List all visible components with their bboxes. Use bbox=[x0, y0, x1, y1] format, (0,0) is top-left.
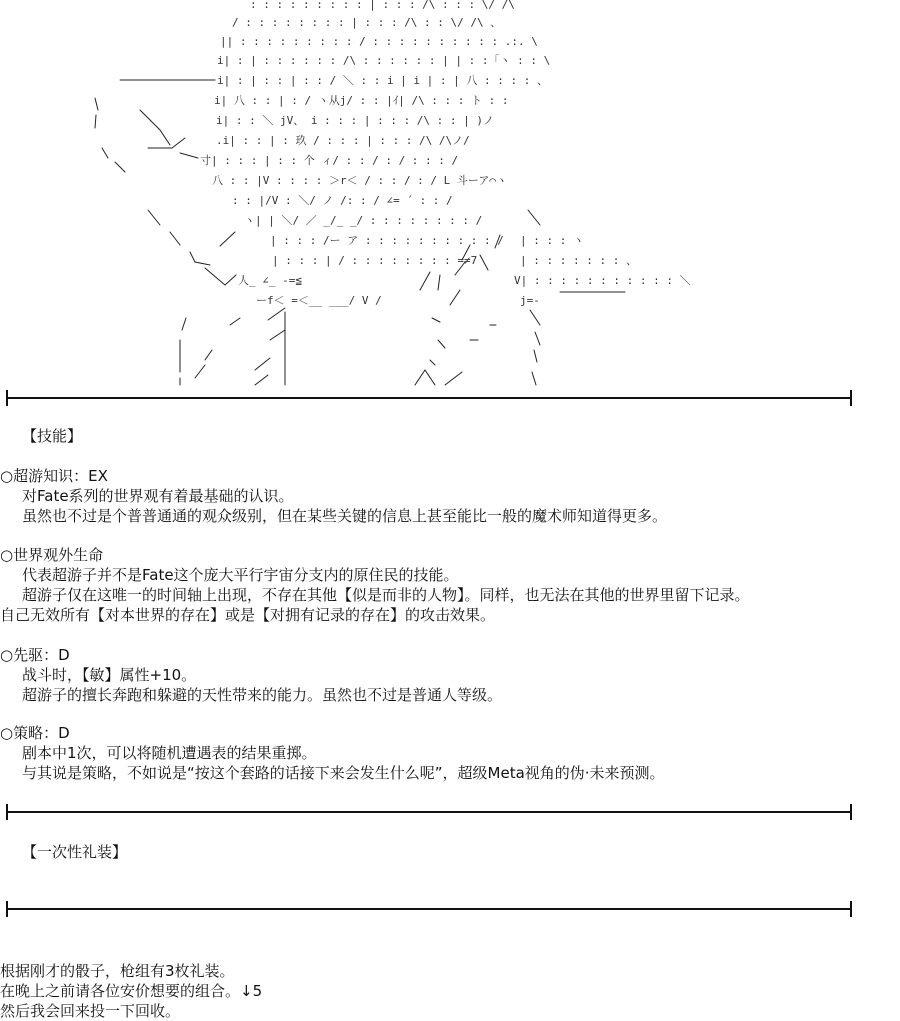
svg-text:|| : : : : : : : : : / : : : :: || : : : : : : : : : / : : : : : : : : : : .:. \ bbox=[220, 35, 538, 48]
svg-text:| : : : ヽ: | : : : ヽ bbox=[520, 234, 584, 247]
svg-text:| : : : | / : : : : : : : : =≠: | : : : | / : : : : : : : : =≠7 bbox=[272, 254, 478, 267]
svg-text:V| : : : : : : : : : : : ＼: V| : : : : : : : : : : : ＼ bbox=[514, 274, 691, 287]
skill-description: 剧本中1次，可以将随机遭遇表的结果重掷。 bbox=[22, 744, 317, 762]
skill-description: 战斗时，【敏】属性+10。 bbox=[22, 666, 197, 684]
svg-text:.i| : : | : 玖 / : : : | : : :: .i| : : | : 玖 / : : : | : : : /\ /\ノ/ bbox=[216, 134, 470, 147]
svg-text:i| : | : : : : : : /\ : : : :: i| : | : : : : : : /\ : : : : : : | | : :「ヽ : : \ bbox=[217, 54, 551, 67]
svg-text:: : |/V : ＼/ ノ /: : / ∠= ´ : :: : : |/V : ＼/ ノ /: : / ∠= ´ : : / bbox=[232, 194, 453, 207]
skill-description: 超游子的擅长奔跑和躲避的天性带来的能力。虽然也不过是普通人等级。 bbox=[22, 686, 503, 704]
skill-description: 虽然也不过是个普普通通的观众级别，但在某些关键的信息上甚至能比一般的魔术师知道得更多。 bbox=[22, 507, 668, 525]
skill-title: ○超游知识：EX bbox=[0, 467, 108, 485]
svg-text:j=-: j=- bbox=[520, 294, 540, 307]
separator-line bbox=[6, 397, 852, 399]
separator-line bbox=[6, 908, 852, 910]
skill-title: ○世界观外生命 bbox=[0, 546, 104, 564]
skill-description: 对Fate系列的世界观有着最基础的认识。 bbox=[22, 487, 294, 505]
skills-heading: 【技能】 bbox=[22, 427, 83, 445]
svg-text:/ : : : : : : : : | : : : /\ :: / : : : : : : : : | : : : /\ : : \/ /\ 、 bbox=[232, 16, 502, 29]
svg-text:人_ ∠_ -=≦: 人_ ∠_ -=≦ bbox=[238, 274, 302, 287]
skill-title: ○策略：D bbox=[0, 724, 70, 742]
svg-text:: : : : : : : : : | : : : /\ :: : : : : : : : : : | : : : /\ : : : \/ /\ bbox=[250, 0, 515, 11]
svg-text:i| : | : : | : : / ＼ : : i | i: i| : | : : | : : / ＼ : : i | i | : | 八 : : : : 、 bbox=[217, 74, 549, 87]
footer-text: 在晚上之前请各位安价想要的组合。↓5 bbox=[0, 982, 263, 1000]
skill-description: 自己无效所有【对本世界的存在】或是【对拥有记录的存在】的攻击效果。 bbox=[0, 606, 496, 624]
svg-text:| : : : : : : : 、: | : : : : : : : 、 bbox=[520, 254, 637, 267]
svg-text:i| : : ＼ jV、 i : : : | : : : /: i| : : ＼ jV、 i : : : | : : : /\ : : | )ノ bbox=[216, 114, 495, 127]
svg-text:| : : : /ー ア : : : : : : : : :: | : : : /ー ア : : : : : : : : : : / bbox=[270, 234, 504, 247]
svg-text:寸| : : : | : : 个 ィ/ : : / : /: 寸| : : : | : : 个 ィ/ : : / : / : : : / bbox=[200, 154, 459, 167]
svg-text:八 : : |V : : : : ＞r＜ / : : / :: 八 : : |V : : : : ＞r＜ / : : / : / L 斗ーア⌒ヽ bbox=[212, 174, 507, 187]
svg-text:ーf＜ =＜__ ___/ V /: ーf＜ =＜__ ___/ V / bbox=[256, 294, 382, 307]
skill-title: ○先驱：D bbox=[0, 646, 70, 664]
skill-description: 超游子仅在这唯一的时间轴上出现，不存在其他【似是而非的人物】。同样，也无法在其他的世界里留下记录。 bbox=[22, 586, 750, 604]
footer-text: 根据刚才的骰子，枪组有3枚礼装。 bbox=[0, 962, 235, 980]
svg-text:i| 八 : : | : / ヽ从j/ : : |ｲ| /\: i| 八 : : | : / ヽ从j/ : : |ｲ| /\ : : : ト : : bbox=[214, 94, 509, 107]
separator-line bbox=[6, 811, 852, 813]
footer-text: 然后我会回来投一下回收。 bbox=[0, 1002, 181, 1020]
skill-description: 与其说是策略，不如说是“按这个套路的话接下来会发生什么呢”，超级Meta视角的伪·未来预测。 bbox=[22, 764, 665, 782]
mystic-codes-heading: 【一次性礼装】 bbox=[22, 843, 128, 861]
skill-description: 代表超游子并不是Fate这个庞大平行宇宙分支内的原住民的技能。 bbox=[22, 566, 459, 584]
svg-text:ヽ| | ＼/ ／ _/_ _/ : : : : : : :: ヽ| | ＼/ ／ _/_ _/ : : : : : : : : / bbox=[244, 214, 483, 227]
ascii-art-illustration bbox=[0, 0, 900, 395]
